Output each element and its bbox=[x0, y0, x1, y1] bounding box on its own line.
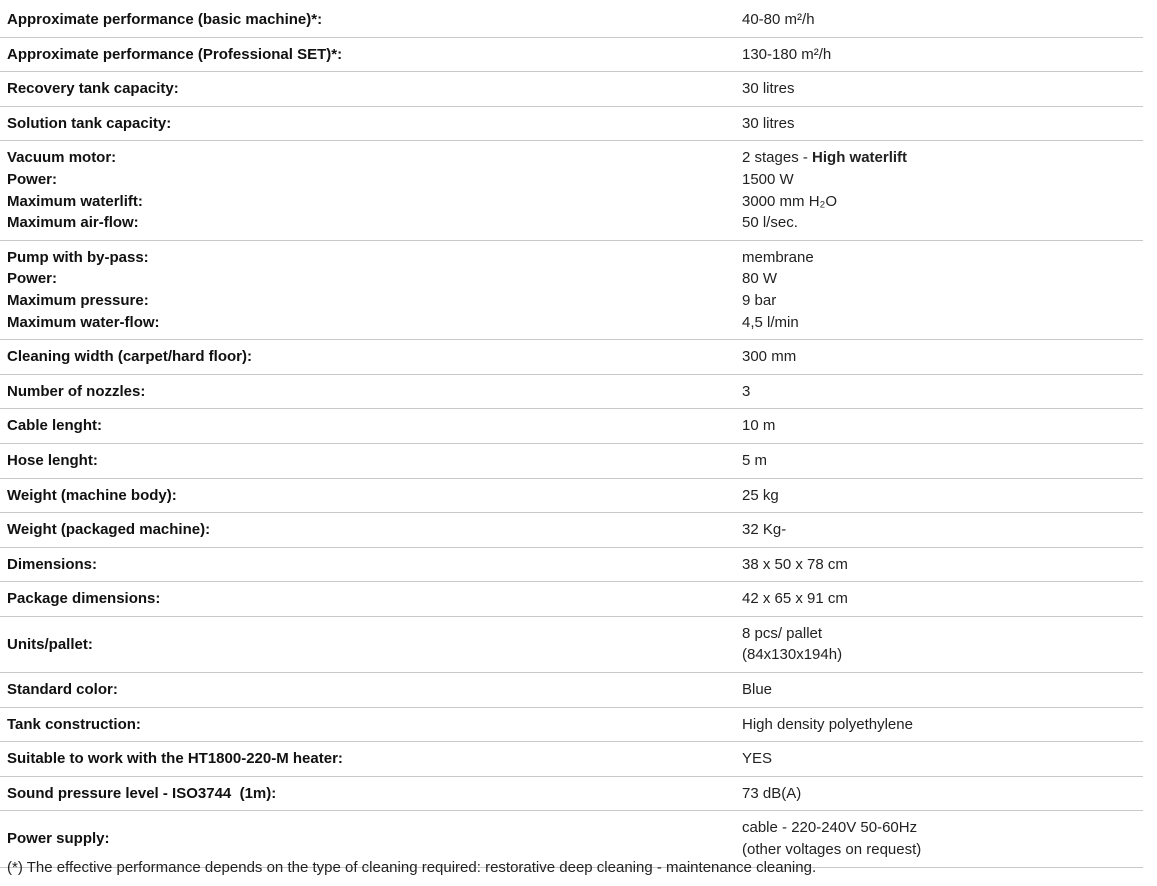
spec-value: 30 litres bbox=[742, 114, 795, 132]
spec-value-emphasis: High waterlift bbox=[812, 149, 908, 167]
spec-label-cell bbox=[0, 240, 735, 339]
spec-value-cell bbox=[735, 141, 1143, 240]
spec-label: Cleaning width (carpet/hard floor): bbox=[7, 348, 253, 366]
spec-label: Approximate performance (basic machine)*: bbox=[7, 11, 323, 28]
spec-row bbox=[0, 478, 1143, 513]
spec-value: 38 x 50 x 78 cm bbox=[742, 555, 848, 573]
spec-row bbox=[0, 513, 1143, 548]
spec-value: 2 stages - bbox=[742, 149, 813, 167]
spec-value-cell bbox=[735, 374, 1143, 409]
spec-label-cell bbox=[0, 72, 735, 107]
spec-value-cell bbox=[735, 72, 1143, 107]
spec-value-cell bbox=[735, 707, 1143, 742]
spec-value-cell bbox=[735, 513, 1143, 548]
spec-label: Number of nozzles: bbox=[7, 382, 146, 400]
spec-value: 80 W bbox=[742, 270, 778, 288]
spec-label: Tank construction: bbox=[7, 715, 141, 733]
spec-label: Recovery tank capacity: bbox=[7, 80, 179, 98]
spec-value-cell bbox=[735, 409, 1143, 444]
spec-row-vacuum-motor bbox=[0, 141, 1143, 240]
spec-label: Units/pallet: bbox=[7, 635, 93, 653]
specifications-table bbox=[0, 3, 1143, 868]
spec-label-cell bbox=[0, 3, 735, 37]
spec-label-cell bbox=[0, 673, 735, 708]
spec-value-cell bbox=[735, 240, 1143, 339]
spec-value: 8 pcs/ pallet bbox=[742, 624, 823, 642]
spec-row bbox=[0, 707, 1143, 742]
spec-value: 1500 W bbox=[742, 170, 794, 188]
spec-row bbox=[0, 547, 1143, 582]
spec-label: Standard color: bbox=[7, 681, 118, 699]
spec-value: 10 m bbox=[742, 417, 776, 435]
spec-value-cell bbox=[735, 547, 1143, 582]
spec-label: Weight (machine body): bbox=[7, 486, 177, 504]
spec-label: Maximum waterlift: bbox=[7, 192, 143, 210]
spec-label-cell bbox=[0, 106, 735, 141]
spec-label-cell bbox=[0, 742, 735, 777]
spec-value: 9 bar bbox=[742, 291, 777, 309]
spec-label: Cable lenght: bbox=[7, 417, 103, 435]
spec-label-cell bbox=[0, 547, 735, 582]
spec-label-cell bbox=[0, 776, 735, 811]
spec-value: 73 dB(A) bbox=[742, 784, 802, 802]
spec-label-cell bbox=[0, 409, 735, 444]
spec-row bbox=[0, 3, 1143, 37]
spec-value: YES bbox=[742, 750, 773, 768]
spec-value: (84x130x194h) bbox=[742, 646, 843, 664]
spec-value-cell bbox=[735, 776, 1143, 811]
spec-value: 300 mm bbox=[742, 348, 797, 366]
spec-label-cell bbox=[0, 513, 735, 548]
spec-row bbox=[0, 616, 1143, 672]
spec-value: 30 litres bbox=[742, 80, 795, 98]
spec-label: Power: bbox=[7, 270, 58, 288]
spec-value: 5 m bbox=[742, 451, 768, 469]
specifications-body bbox=[0, 3, 1143, 867]
spec-label: Maximum air-flow: bbox=[7, 214, 139, 232]
spec-label-cell bbox=[0, 340, 735, 375]
spec-label-cell bbox=[0, 616, 735, 672]
spec-value: 3000 mm H₂O bbox=[742, 192, 838, 210]
spec-label: Weight (packaged machine): bbox=[7, 521, 211, 539]
spec-value: 32 Kg- bbox=[742, 521, 787, 539]
spec-label: Power: bbox=[7, 170, 58, 188]
spec-value-cell bbox=[735, 742, 1143, 777]
spec-label: Maximum pressure: bbox=[7, 291, 149, 309]
spec-label-cell bbox=[0, 443, 735, 478]
spec-label: Suitable to work with the HT1800-220-M heater: bbox=[7, 750, 343, 768]
spec-value: 42 x 65 x 91 cm bbox=[742, 590, 848, 608]
spec-row bbox=[0, 37, 1143, 72]
spec-value-cell bbox=[735, 443, 1143, 478]
spec-row bbox=[0, 106, 1143, 141]
spec-value: membrane bbox=[742, 248, 814, 266]
spec-label: Solution tank capacity: bbox=[7, 114, 172, 132]
spec-label: Sound pressure level - ISO3744 (1m): bbox=[7, 784, 277, 802]
spec-value: 25 kg bbox=[742, 486, 779, 504]
spec-row bbox=[0, 409, 1143, 444]
spec-label-cell bbox=[0, 37, 735, 72]
spec-row bbox=[0, 673, 1143, 708]
spec-label: Pump with by-pass: bbox=[7, 248, 149, 266]
spec-row bbox=[0, 776, 1143, 811]
spec-label: Power supply: bbox=[7, 830, 110, 848]
spec-label-cell bbox=[0, 707, 735, 742]
performance-footnote: (*) The effective performance depends on the type of cleaning required: restorative deep cleaning - maintenance cleaning. bbox=[7, 859, 817, 876]
spec-value: cable - 220-240V 50-60Hz bbox=[742, 819, 918, 837]
spec-value-cell bbox=[735, 582, 1143, 617]
spec-label: Maximum water-flow: bbox=[7, 313, 160, 331]
spec-value: (other voltages on request) bbox=[742, 841, 922, 859]
spec-label-cell bbox=[0, 374, 735, 409]
spec-value: 3 bbox=[742, 382, 751, 400]
spec-value: 4,5 l/min bbox=[742, 313, 799, 331]
spec-value: 50 l/sec. bbox=[742, 214, 798, 232]
spec-value-cell bbox=[735, 616, 1143, 672]
spec-label: Hose lenght: bbox=[7, 451, 98, 469]
spec-value-cell bbox=[735, 3, 1143, 37]
spec-value: High density polyethylene bbox=[742, 715, 913, 733]
spec-label-cell bbox=[0, 478, 735, 513]
spec-value: 130-180 m²/h bbox=[742, 45, 832, 63]
spec-row bbox=[0, 443, 1143, 478]
spec-value: 40-80 m²/h bbox=[742, 11, 815, 28]
spec-label: Dimensions: bbox=[7, 555, 98, 573]
spec-value-cell bbox=[735, 106, 1143, 141]
spec-label-cell bbox=[0, 582, 735, 617]
spec-value-cell bbox=[735, 340, 1143, 375]
spec-row-pump bbox=[0, 240, 1143, 339]
spec-value-cell bbox=[735, 37, 1143, 72]
spec-row bbox=[0, 72, 1143, 107]
spec-label: Approximate performance (Professional SET)*: bbox=[7, 45, 343, 63]
spec-label: Vacuum motor: bbox=[7, 149, 117, 167]
spec-value-cell bbox=[735, 478, 1143, 513]
spec-value: Blue bbox=[742, 681, 773, 699]
spec-row bbox=[0, 742, 1143, 777]
spec-row bbox=[0, 340, 1143, 375]
spec-label-cell bbox=[0, 141, 735, 240]
spec-label: Package dimensions: bbox=[7, 590, 161, 608]
spec-row bbox=[0, 374, 1143, 409]
spec-row bbox=[0, 582, 1143, 617]
spec-value-cell bbox=[735, 673, 1143, 708]
spec-value-vacuum-stages bbox=[742, 147, 1143, 169]
